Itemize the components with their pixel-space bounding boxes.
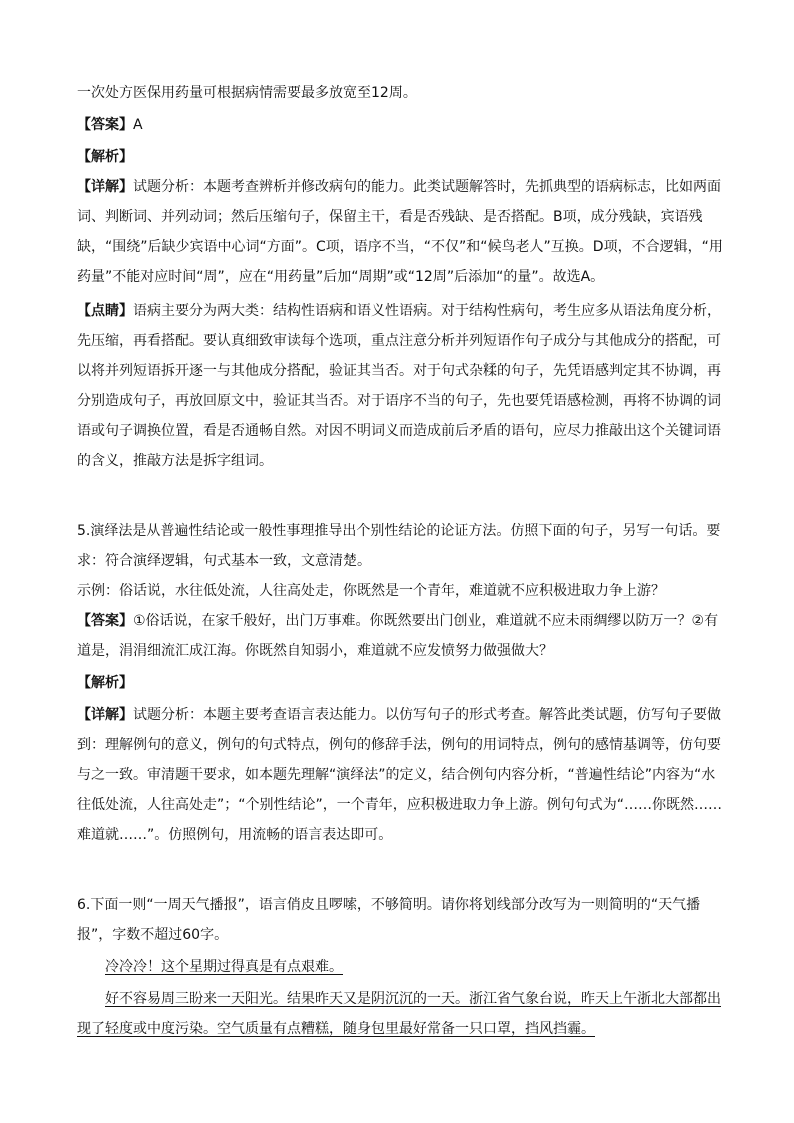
question-5-stem: 5.演绎法是从普遍性结论或一般性事理推导出个别性结论的论证方法。仿照下面的句子，另写一句话。要求：符合演绎逻辑，句式基本一致，文意清楚。 [77, 523, 721, 569]
answer-tag: 【答案】 [77, 613, 133, 629]
answer-value: A [133, 117, 143, 133]
point-text: 语病主要分为两大类：结构性语病和语义性语病。对于结构性病句，考生应多从语法角度分析，先压缩，再看搭配。要认真细致审读每个选项，重点注意分析并列短语作句子成分与其他成分的搭配，可以将并列短语拆开逐一与其他成分搭配，验证其当否。对于句式杂糅的句子，先凭语感判定其不协调，再分别造成句子，再放回原文中，验证其当否。对于语序不当的句子，先也要凭语感检测，再将不协调的词语或句子调换位置，看是否通畅自然。对因不明词义而造成前后矛盾的语句，应尽力推敲出这个关键词语的含义，推敲方法是拆字组词。 [77, 303, 721, 469]
detail-text: 试题分析：本题考查辨析并修改病句的能力。此类试题解答时，先抓典型的语病标志，比如两面词、判断词、并列动词；然后压缩句子，保留主干，看是否残缺、是否搭配。B项，成分残缺，宾语残缺，“围绕”后缺少宾语中心词“方面”。C项，语序不当，“不仅”和“候鸟老人”互换。D项，不合逻辑，“用药量”不能对应时间“周”，应在“用药量”后加“周期”或“12周”后添加“的量”。故选A。 [77, 179, 723, 285]
question-6-stem: 6.下面一则“一周天气播报”，语言俏皮且啰嗦，不够简明。请你将划线部分改写为一则简明的“天气播报”，字数不超过60字。 [77, 897, 701, 943]
analysis-tag: 【解析】 [77, 675, 133, 691]
text-line-prescription: 一次处方医保用药量可根据病情需要最多放宽至12周。 [77, 85, 417, 101]
detail-tag: 【详解】 [77, 707, 133, 723]
detail-paragraph [77, 172, 727, 292]
analysis-heading [77, 142, 727, 172]
question-6-underlined-line-1: 冷冷冷！这个星期过得真是有点艰难。 [105, 959, 343, 975]
question-5-analysis-heading [77, 668, 727, 698]
question-5-answer [77, 606, 727, 666]
answer-line [77, 110, 727, 140]
point-paragraph [77, 296, 727, 476]
detail-tag: 【详解】 [77, 179, 133, 195]
analysis-tag: 【解析】 [77, 149, 133, 165]
question-5-example: 示例：俗话说，水往低处流，人往高处走，你既然是一个青年，难道就不应积极进取力争上游？ [77, 583, 665, 599]
detail-text: 试题分析：本题主要考查语言表达能力。以仿写句子的形式考查。解答此类试题，仿写句子要做到：理解例句的意义，例句的句式特点，例句的修辞手法，例句的用词特点，例句的感情基调等，仿句要与之一致。审清题干要求，如本题先理解“演绎法”的定义，结合例句内容分析，“普遍性结论”内容为“水往低处流，人往高处走”；“个别性结论”，一个青年，应积极进取力争上游。例句句式为“……你既然……难道就……”。仿照例句，用流畅的语言表达即可。 [77, 707, 723, 843]
question-5-detail [77, 700, 727, 850]
point-tag: 【点睛】 [77, 303, 133, 319]
answer-text: ①俗话说，在家千般好，出门万事难。你既然要出门创业，难道就不应未雨绸缪以防万一？②有道是，涓涓细流汇成江海。你既然自知弱小，难道就不应发愤努力做强做大？ [77, 613, 719, 659]
question-6-underlined-line-2: 好不容易周三盼来一天阳光。结果昨天又是阴沉沉的一天。浙江省气象台说，昨天上午浙北大部都出现了轻度或中度污染。空气质量有点糟糕，随身包里最好常备一只口罩，挡风挡霾。 [77, 991, 721, 1037]
answer-tag: 【答案】 [77, 117, 133, 133]
